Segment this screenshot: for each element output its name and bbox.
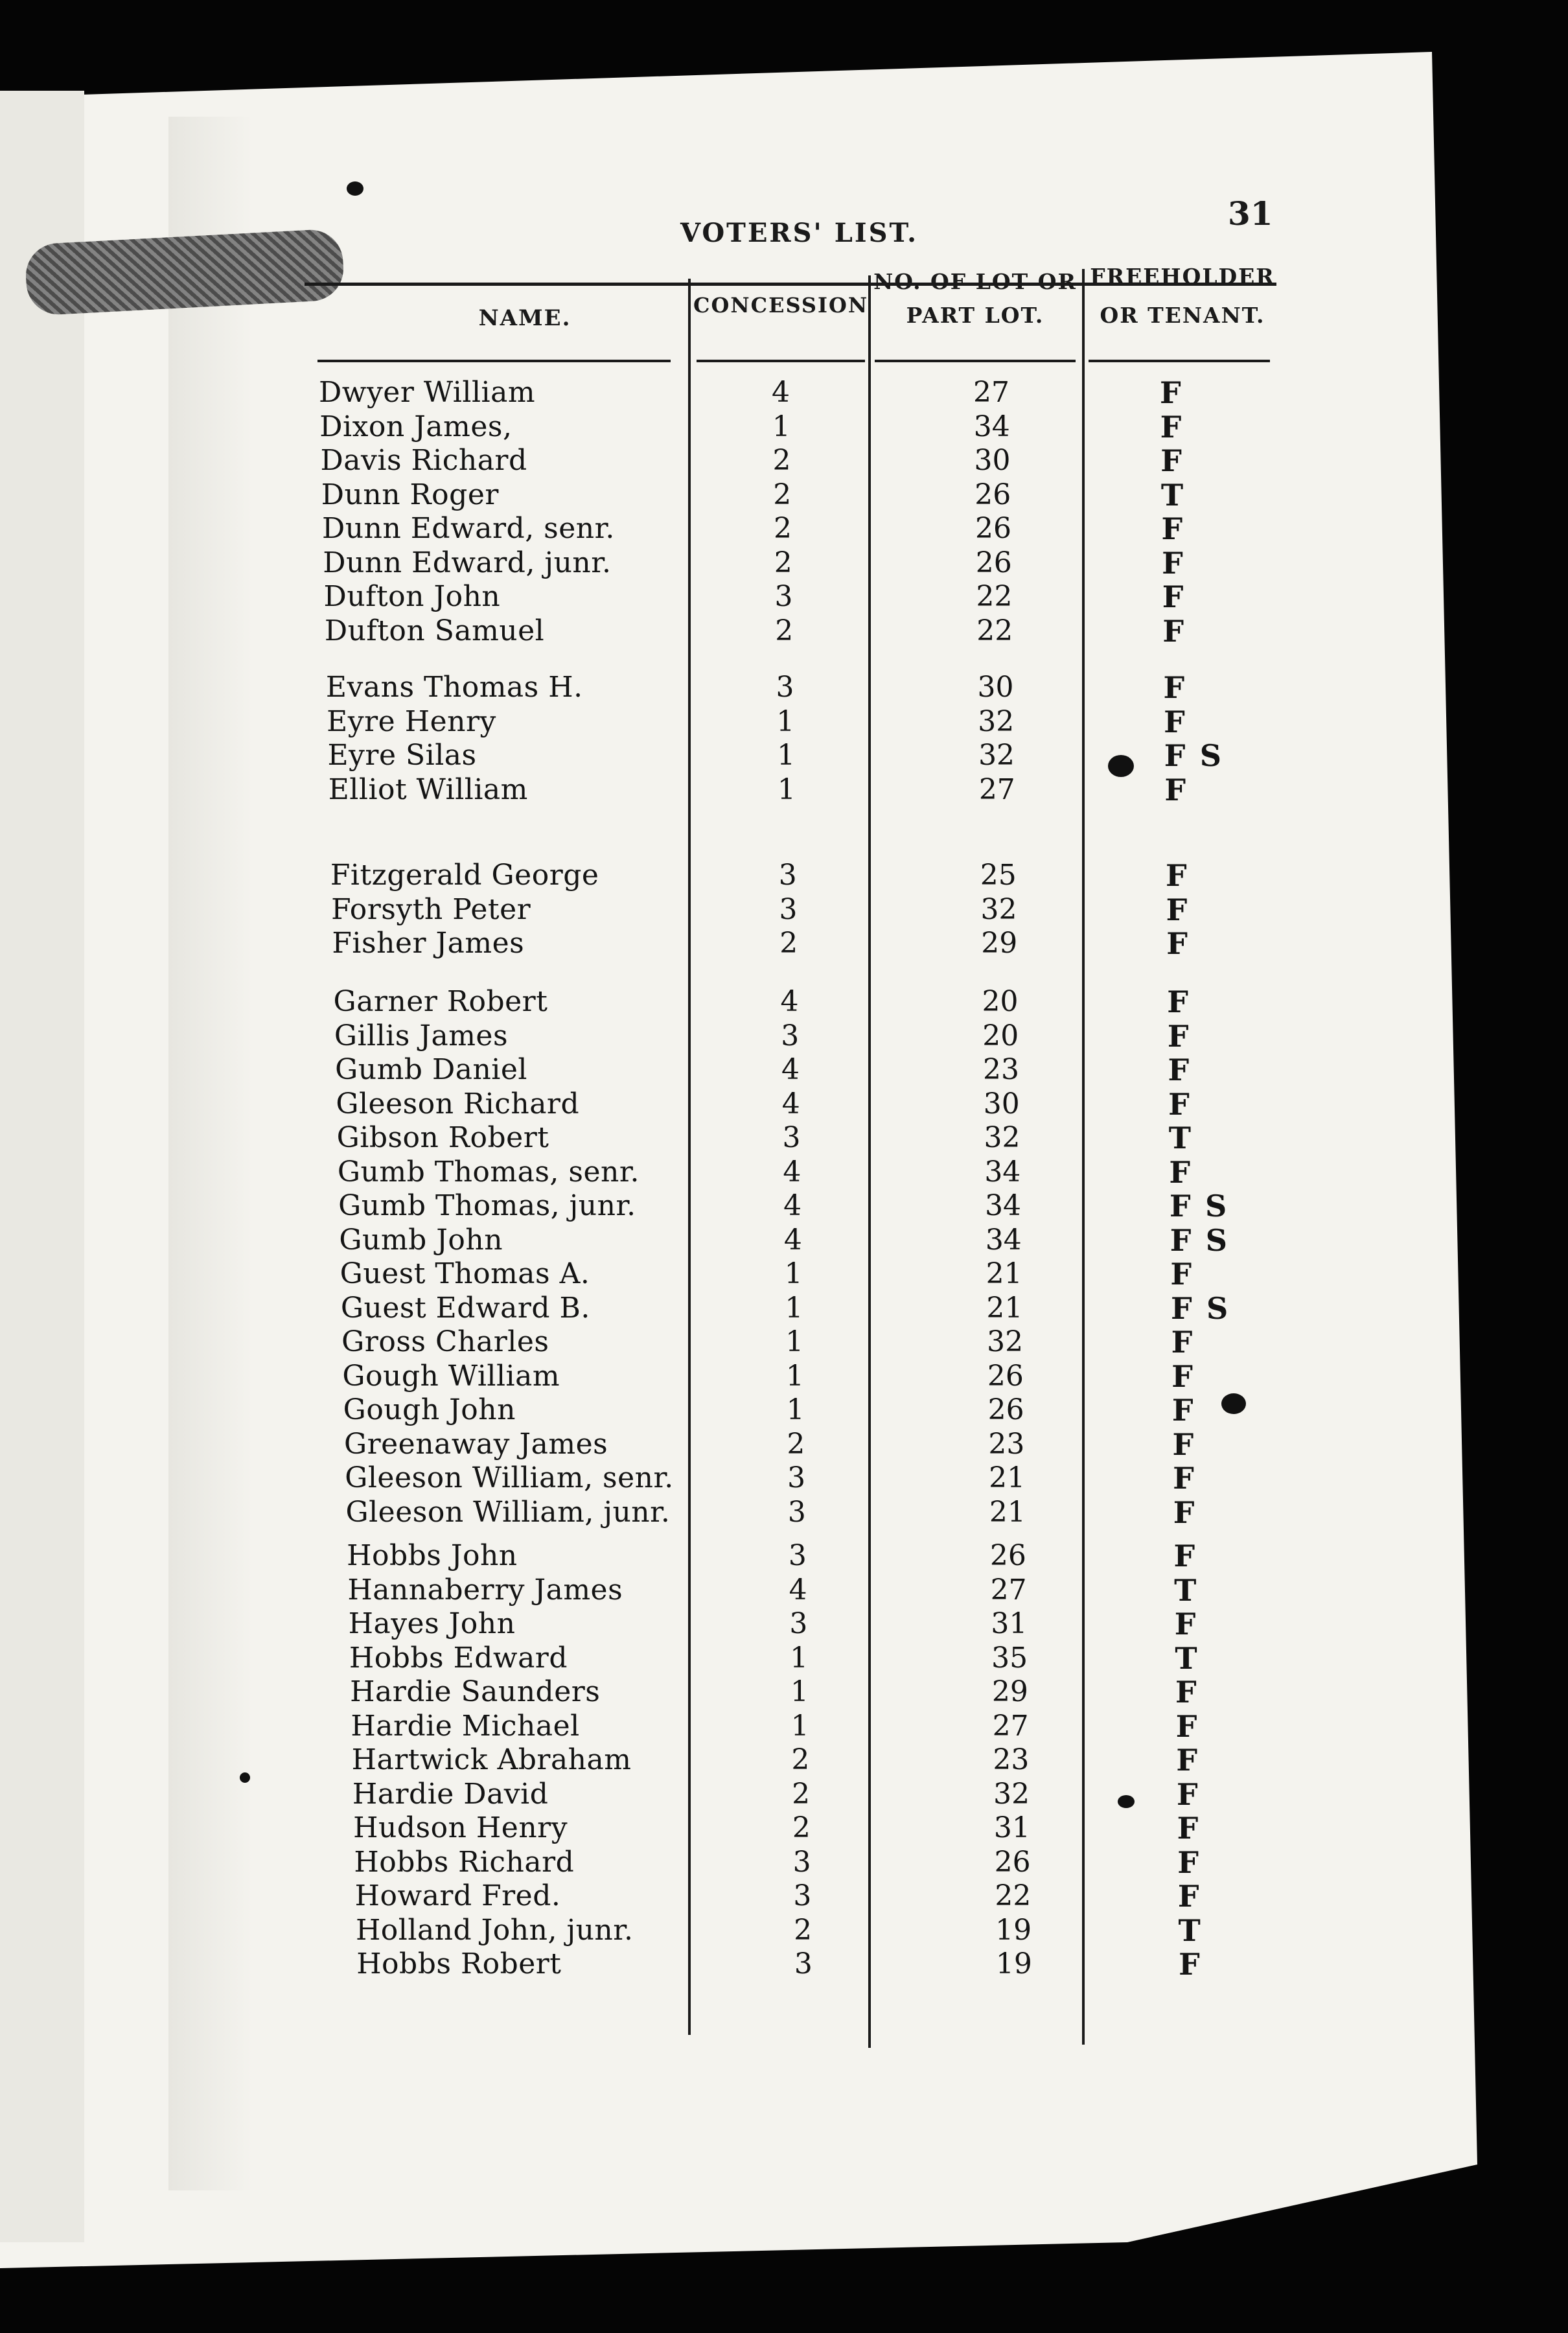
holder-status: F <box>1163 670 1185 705</box>
lot-value: 30 <box>983 1087 1020 1120</box>
lot-value: 23 <box>988 1427 1025 1461</box>
table-row <box>0 1393 1490 1427</box>
table-row <box>0 1947 1490 1981</box>
table-row <box>0 1607 1490 1641</box>
holder-status: F <box>1171 1358 1193 1394</box>
lot-value: 19 <box>995 1913 1032 1947</box>
concession-value: 2 <box>774 546 792 579</box>
holder-status: F <box>1162 579 1184 614</box>
holder-status: F <box>1171 1325 1193 1360</box>
holder-status: F <box>1170 1257 1192 1292</box>
table-row <box>0 1224 1490 1257</box>
lot-value: 32 <box>984 1121 1020 1154</box>
voter-name: Hudson Henry <box>353 1811 568 1844</box>
concession-value: 3 <box>778 859 797 892</box>
lot-value: 21 <box>989 1461 1026 1494</box>
voter-name: Gumb Daniel <box>335 1053 527 1086</box>
lot-value: 30 <box>977 671 1014 704</box>
concession-value: 3 <box>793 1879 812 1912</box>
holder-status: F <box>1173 1538 1195 1573</box>
table-row <box>0 1496 1490 1529</box>
voter-name: Hardie David <box>352 1777 549 1811</box>
concession-value: 1 <box>777 739 796 772</box>
table-row <box>0 1675 1490 1709</box>
table-row <box>0 1019 1490 1053</box>
lot-value: 25 <box>980 859 1017 892</box>
voter-name: Hartwick Abraham <box>351 1743 632 1776</box>
holder-status: F <box>1176 1776 1198 1812</box>
lot-value: 22 <box>976 580 1013 613</box>
holder-status: F <box>1167 984 1188 1019</box>
lot-value: 20 <box>982 985 1019 1018</box>
holder-status: F <box>1160 443 1182 478</box>
lot-value: 34 <box>985 1189 1022 1222</box>
voter-name: Dwyer William <box>319 376 536 409</box>
voter-name: Fitzgerald George <box>330 859 599 892</box>
lot-value: 21 <box>986 1257 1022 1290</box>
concession-value: 1 <box>777 772 796 806</box>
concession-value: 4 <box>780 985 799 1018</box>
voter-name: Hobbs Robert <box>356 1947 562 1980</box>
concession-value: 3 <box>781 1019 800 1052</box>
table-row <box>0 671 1490 704</box>
holder-status: F <box>1171 1393 1193 1428</box>
concession-value: 3 <box>787 1495 806 1529</box>
table-row <box>0 739 1490 772</box>
concession-value: 1 <box>790 1709 809 1743</box>
holder-status: F <box>1162 545 1183 581</box>
table-row <box>0 1155 1490 1189</box>
holder-status: F <box>1173 1494 1195 1530</box>
holder-status: F <box>1175 1708 1197 1744</box>
lot-value: 21 <box>989 1495 1026 1529</box>
lot-value: 27 <box>978 772 1015 806</box>
holder-status: F <box>1173 1461 1194 1496</box>
holder-status: F <box>1168 1052 1190 1087</box>
table-row <box>0 1428 1490 1461</box>
holder-status: F <box>1168 1086 1190 1122</box>
concession-value: 3 <box>789 1607 808 1640</box>
voter-name: Gough John <box>343 1393 516 1426</box>
voter-name: Dixon James, <box>319 410 513 443</box>
lot-value: 19 <box>995 1947 1032 1980</box>
voter-name: Hardie Saunders <box>350 1675 601 1708</box>
table-row <box>0 478 1490 512</box>
voter-name: Elliot William <box>328 772 528 806</box>
lot-value: 26 <box>987 1359 1024 1393</box>
concession-value: 3 <box>779 892 798 926</box>
lot-value: 27 <box>992 1709 1029 1743</box>
concession-value: 4 <box>781 1053 800 1086</box>
lot-value: 29 <box>991 1675 1028 1708</box>
lot-value: 27 <box>990 1573 1027 1607</box>
voter-name: Dufton Samuel <box>324 614 545 647</box>
lot-value: 22 <box>995 1879 1032 1912</box>
lot-value: 34 <box>984 1155 1021 1189</box>
concession-value: 1 <box>776 704 795 738</box>
holder-status: F <box>1166 892 1188 927</box>
voter-name: Fisher James <box>332 927 525 960</box>
lot-value: 32 <box>978 739 1015 772</box>
lot-value: 23 <box>993 1743 1030 1776</box>
voter-name: Gross Charles <box>341 1325 549 1358</box>
table-row <box>0 1811 1490 1845</box>
concession-value: 1 <box>790 1641 809 1675</box>
holder-status: F <box>1160 375 1181 410</box>
table-row <box>0 773 1490 807</box>
concession-value: 3 <box>774 580 793 613</box>
holder-status: F <box>1164 704 1185 739</box>
voter-name: Eyre Silas <box>327 739 477 772</box>
voter-name: Gleeson William, junr. <box>345 1495 671 1529</box>
lot-value: 21 <box>986 1291 1023 1325</box>
holder-status: F <box>1169 1154 1191 1190</box>
voter-name: Gleeson Richard <box>336 1087 580 1120</box>
holder-status: F <box>1174 1607 1196 1642</box>
voter-name: Davis Richard <box>320 444 527 477</box>
concession-value: 2 <box>773 478 792 511</box>
column-header-lot-part: PART LOT. <box>906 303 1044 328</box>
table-row <box>0 410 1490 444</box>
lot-value: 23 <box>983 1053 1020 1086</box>
voter-name: Hobbs Edward <box>349 1641 568 1675</box>
lot-value: 32 <box>987 1325 1024 1358</box>
table-row <box>0 1778 1490 1811</box>
holder-status: F <box>1170 1222 1192 1258</box>
table-row <box>0 1846 1490 1879</box>
concession-value: 1 <box>784 1257 803 1290</box>
column-header-name: NAME. <box>478 305 571 331</box>
voter-name: Gumb John <box>339 1223 503 1257</box>
lot-value: 31 <box>993 1811 1030 1844</box>
concession-value: 1 <box>772 410 790 443</box>
concession-value: 4 <box>772 376 790 409</box>
holder-status: F <box>1179 1947 1200 1982</box>
holder-status: F <box>1170 1189 1191 1224</box>
holder-status: F <box>1164 772 1186 807</box>
concession-value: 3 <box>792 1845 811 1879</box>
holder-status: F <box>1175 1675 1197 1710</box>
holder-status: T <box>1160 477 1184 513</box>
column-header-concession: CONCESSION <box>693 293 869 318</box>
holder-status: T <box>1175 1640 1197 1676</box>
lot-value: 31 <box>991 1607 1028 1640</box>
concession-value: 1 <box>785 1359 804 1393</box>
holder-status: F <box>1161 511 1183 546</box>
table-row <box>0 1461 1490 1495</box>
holder-status: F <box>1164 738 1186 773</box>
table-row <box>0 705 1490 739</box>
concession-value: 2 <box>772 444 791 477</box>
lot-value: 29 <box>981 927 1018 960</box>
lot-value: 20 <box>982 1019 1019 1052</box>
table-row <box>0 1710 1490 1743</box>
concession-value: 4 <box>783 1155 801 1189</box>
concession-value: 2 <box>791 1743 810 1776</box>
column-header-tenant: OR TENANT. <box>1100 303 1265 328</box>
lot-value: 27 <box>973 376 1009 409</box>
concession-value: 4 <box>783 1223 802 1257</box>
voter-name: Howard Fred. <box>354 1879 561 1912</box>
status-suffix: S <box>1206 1290 1228 1326</box>
voter-name: Hayes John <box>348 1607 516 1640</box>
lot-value: 26 <box>994 1845 1031 1879</box>
table-row <box>0 614 1490 648</box>
lot-value: 22 <box>976 614 1013 647</box>
voter-name: Holland John, junr. <box>355 1913 634 1947</box>
table-row <box>0 1087 1490 1121</box>
holder-status: F <box>1166 926 1188 961</box>
lot-value: 34 <box>973 410 1010 443</box>
table-row <box>0 1360 1490 1393</box>
concession-value: 2 <box>794 1913 813 1947</box>
voter-name: Gillis James <box>334 1019 509 1052</box>
table-row <box>0 1879 1490 1913</box>
concession-value: 3 <box>794 1947 813 1980</box>
concession-value: 4 <box>789 1573 807 1607</box>
voter-name: Dufton John <box>323 580 501 613</box>
concession-value: 2 <box>787 1427 805 1461</box>
voter-name: Greenaway James <box>343 1427 608 1461</box>
lot-value: 26 <box>987 1393 1024 1426</box>
status-suffix: S <box>1205 1189 1227 1224</box>
holder-status: F <box>1177 1811 1199 1846</box>
table-row <box>0 1121 1490 1155</box>
holder-status: F <box>1177 1844 1199 1880</box>
holder-status: F <box>1162 613 1184 649</box>
status-suffix: S <box>1199 738 1221 773</box>
lot-value: 35 <box>991 1641 1028 1675</box>
table-row <box>0 1325 1490 1359</box>
voter-name: Eyre Henry <box>327 704 496 738</box>
table-row <box>0 444 1490 478</box>
concession-value: 2 <box>775 614 794 647</box>
lot-value: 26 <box>974 478 1011 511</box>
column-header-lot: NO. OF LOT OR <box>873 269 1077 294</box>
lot-value: 34 <box>985 1223 1022 1257</box>
concession-value: 3 <box>787 1461 806 1494</box>
voter-name: Guest Edward B. <box>340 1291 590 1325</box>
holder-status: F <box>1176 1743 1197 1778</box>
voter-name: Gough William <box>342 1359 560 1393</box>
table-row <box>0 1539 1490 1573</box>
concession-value: 3 <box>776 671 794 704</box>
table-row <box>0 1914 1490 1947</box>
concession-value: 1 <box>785 1325 804 1358</box>
concession-value: 1 <box>785 1291 803 1325</box>
table-row <box>0 1573 1490 1607</box>
concession-value: 1 <box>786 1393 805 1426</box>
concession-value: 4 <box>783 1189 802 1222</box>
table-row <box>0 1292 1490 1325</box>
voter-name: Hobbs Richard <box>354 1845 575 1879</box>
voter-name: Hobbs John <box>347 1539 518 1572</box>
table-row <box>0 1053 1490 1087</box>
holder-status: T <box>1168 1120 1192 1155</box>
voter-name: Evans Thomas H. <box>325 671 583 704</box>
holder-status: F <box>1165 858 1187 893</box>
table-row <box>0 927 1490 960</box>
voter-name: Guest Thomas A. <box>340 1257 590 1290</box>
holder-status: F <box>1172 1426 1194 1462</box>
voter-name: Dunn Edward, senr. <box>322 512 615 545</box>
voter-name: Gleeson William, senr. <box>345 1461 674 1494</box>
table-row <box>0 1189 1490 1223</box>
holder-status: T <box>1174 1572 1197 1608</box>
voter-name: Gumb Thomas, junr. <box>338 1189 636 1222</box>
holder-status: F <box>1160 409 1182 445</box>
table-row <box>0 376 1490 410</box>
concession-value: 2 <box>792 1811 811 1844</box>
lot-value: 32 <box>978 704 1015 738</box>
voter-name: Garner Robert <box>333 985 548 1018</box>
table-row <box>0 859 1490 892</box>
holder-status: F <box>1167 1018 1189 1054</box>
table-row <box>0 1642 1490 1675</box>
concession-value: 3 <box>788 1539 807 1572</box>
voter-name: Hannaberry James <box>347 1573 623 1607</box>
lot-value: 26 <box>975 512 1012 545</box>
status-suffix: S <box>1205 1222 1227 1258</box>
holder-status: F <box>1170 1290 1192 1326</box>
table-row <box>0 985 1490 1019</box>
page-number: 31 <box>1228 194 1273 233</box>
holder-status: T <box>1178 1912 1201 1948</box>
lot-value: 32 <box>980 892 1017 926</box>
lot-value: 30 <box>974 444 1011 477</box>
voter-name: Gumb Thomas, senr. <box>337 1155 640 1189</box>
holder-status: F <box>1177 1879 1199 1914</box>
column-header-freeholder: FREEHOLDER <box>1090 264 1275 289</box>
voter-name: Hardie Michael <box>351 1709 580 1743</box>
voter-name: Dunn Roger <box>321 478 499 511</box>
voter-name: Forsyth Peter <box>331 892 531 926</box>
table-row <box>0 512 1490 546</box>
concession-value: 2 <box>774 512 792 545</box>
concession-value: 2 <box>779 927 798 960</box>
voter-name: Gibson Robert <box>336 1121 549 1154</box>
concession-value: 4 <box>781 1087 800 1120</box>
table-row <box>0 1257 1490 1291</box>
concession-value: 1 <box>790 1675 809 1708</box>
page-title: VOTERS' LIST. <box>680 218 918 248</box>
table-row <box>0 546 1490 580</box>
table-row <box>0 893 1490 927</box>
voter-name: Dunn Edward, junr. <box>323 546 612 579</box>
concession-value: 2 <box>792 1777 811 1811</box>
lot-value: 26 <box>989 1539 1026 1572</box>
concession-value: 3 <box>782 1121 801 1154</box>
table-row <box>0 1743 1490 1777</box>
lot-value: 32 <box>993 1777 1030 1811</box>
table-row <box>0 580 1490 614</box>
lot-value: 26 <box>975 546 1012 579</box>
